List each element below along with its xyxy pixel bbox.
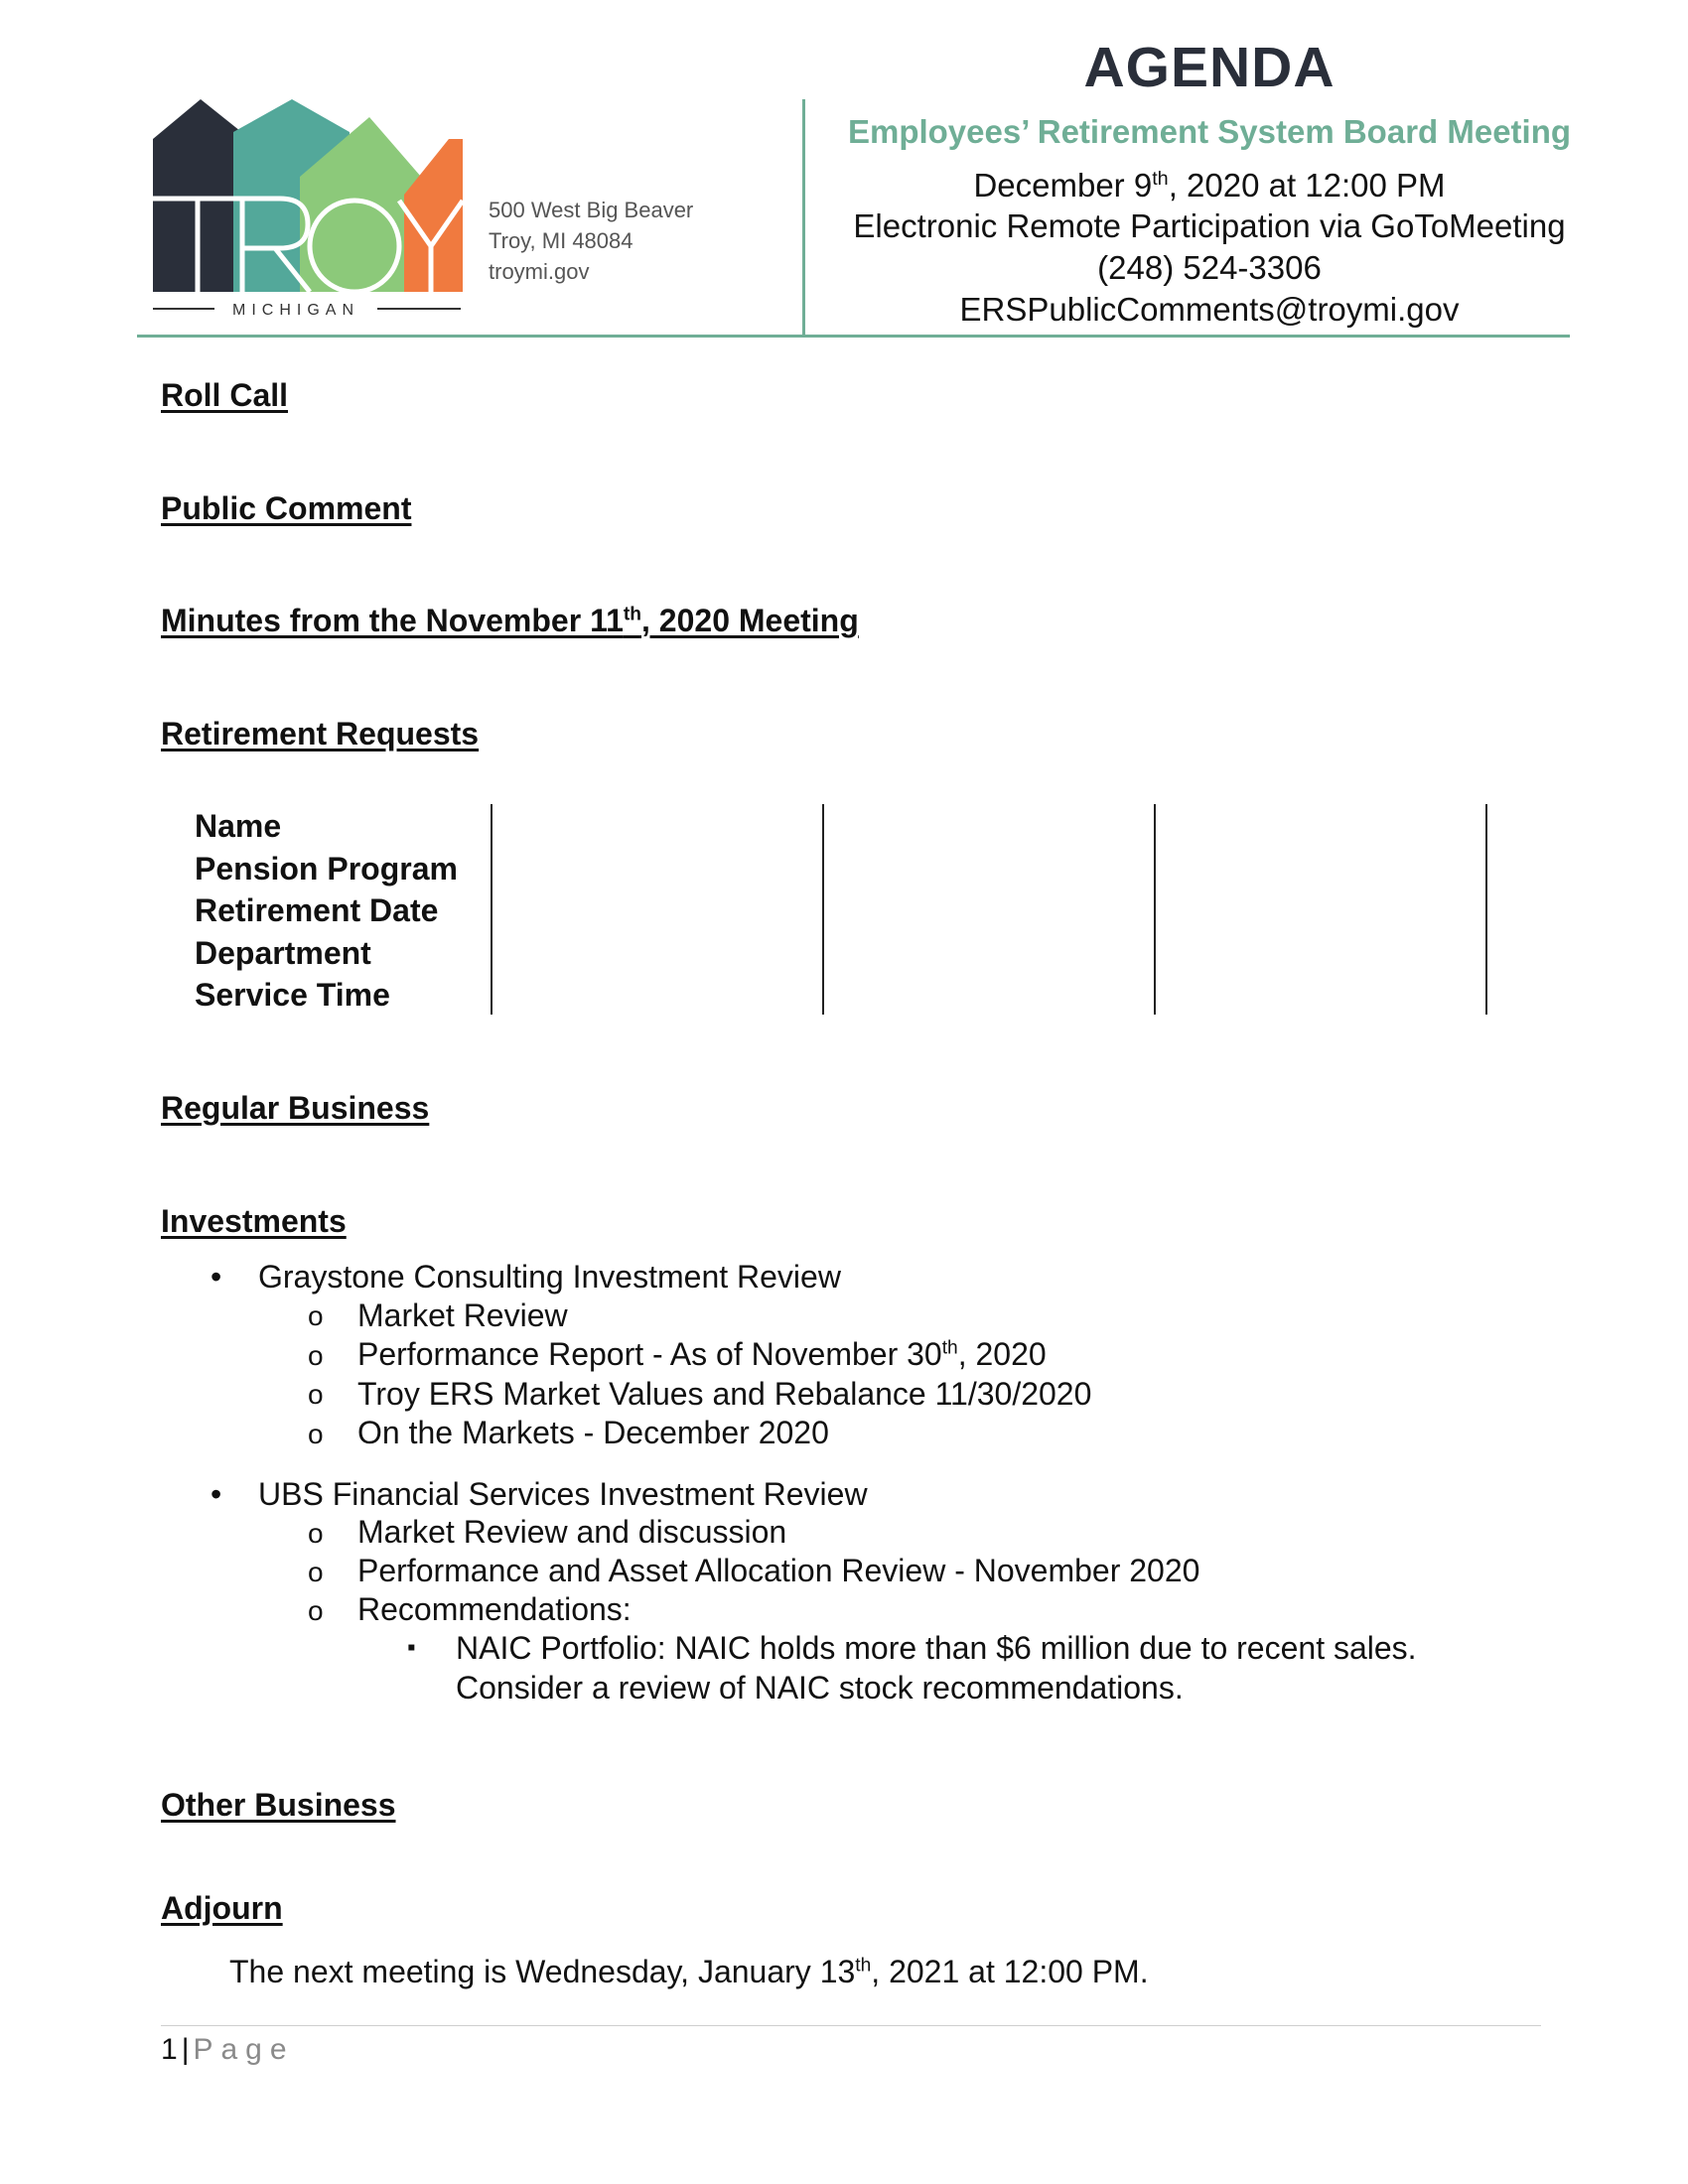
retirement-table-column-divider [491,804,492,1015]
list-item-graystone-market-review: Market Review [357,1297,568,1333]
bullet-circle-icon: o [308,1518,324,1549]
list-item-ubs-market-review: Market Review and discussion [357,1514,787,1550]
meeting-date: December 9th, 2020 at 12:00 PM [973,167,1446,204]
public-comments-email[interactable]: ERSPublicComments@troymi.gov [959,291,1460,328]
list-item-ubs-recommendations: Recommendations: [357,1591,632,1627]
meeting-phone: (248) 524-3306 [1097,249,1322,286]
page-number: 1 [161,2033,178,2066]
retirement-table-column-divider [822,804,824,1015]
bullet-circle-icon: o [308,1379,324,1410]
address-city: Troy, MI 48084 [489,228,633,253]
bullet-disc-icon: • [211,1259,222,1295]
retirement-label-service-time: Service Time [195,977,390,1013]
page-separator: | [181,2033,190,2066]
bullet-circle-icon: o [308,1340,324,1371]
address-block [489,195,693,287]
bullet-circle-icon: o [308,1419,324,1449]
logo-michigan-text: MICHIGAN [232,302,359,319]
section-other-business: Other Business [161,1787,396,1823]
list-item-ubs: UBS Financial Services Investment Review [258,1476,868,1512]
retirement-label-retirement-date: Retirement Date [195,892,439,928]
section-public-comment: Public Comment [161,490,412,526]
header-divider-horizontal [137,335,1570,338]
website-link[interactable]: troymi.gov [489,259,590,284]
retirement-label-department: Department [195,934,371,971]
list-item-graystone-performance-report: Performance Report - As of November 30th, 2020 [357,1336,1047,1372]
board-title: Employees’ Retirement System Board Meeting [847,113,1572,150]
footer-divider [161,2025,1541,2026]
retirement-table-column-divider [1154,804,1156,1015]
section-roll-call: Roll Call [161,377,289,413]
retirement-table-column-divider [1485,804,1487,1015]
page-word: Page [193,2033,295,2066]
section-regular-business: Regular Business [161,1090,430,1126]
next-meeting-note: The next meeting is Wednesday, January 13th, 2021 at 12:00 PM. [229,1954,1149,1989]
list-item-naic-portfolio-continued: Consider a review of NAIC stock recommendations. [456,1670,1184,1706]
retirement-table-labels [195,805,458,1017]
bullet-circle-icon: o [308,1595,324,1626]
section-minutes: Minutes from the November 11th, 2020 Meeting [161,603,859,638]
retirement-label-pension-program: Pension Program [195,850,458,887]
agenda-title: AGENDA [1083,36,1336,99]
address-street: 500 West Big Beaver [489,198,694,222]
page-footer [161,2033,295,2067]
bullet-circle-icon: o [308,1557,324,1587]
list-item-graystone-market-values: Troy ERS Market Values and Rebalance 11/30/2020 [357,1376,1092,1412]
header-divider-vertical [802,99,805,335]
list-item-naic-portfolio: NAIC Portfolio: NAIC holds more than $6 million due to recent sales. [456,1630,1417,1666]
retirement-label-name: Name [195,808,282,844]
bullet-circle-icon: o [308,1300,324,1331]
meeting-remote-note: Electronic Remote Participation via GoToMeeting [853,207,1566,244]
bullet-square-icon: ▪ [407,1634,416,1661]
list-item-graystone: Graystone Consulting Investment Review [258,1259,841,1295]
list-item-graystone-on-the-markets: On the Markets - December 2020 [357,1415,829,1450]
list-item-ubs-performance: Performance and Asset Allocation Review - November 2020 [357,1553,1200,1588]
troy-logo [151,97,479,321]
bullet-disc-icon: • [211,1476,222,1512]
section-investments: Investments [161,1203,347,1239]
section-retirement-requests: Retirement Requests [161,716,480,751]
section-adjourn: Adjourn [161,1890,283,1926]
